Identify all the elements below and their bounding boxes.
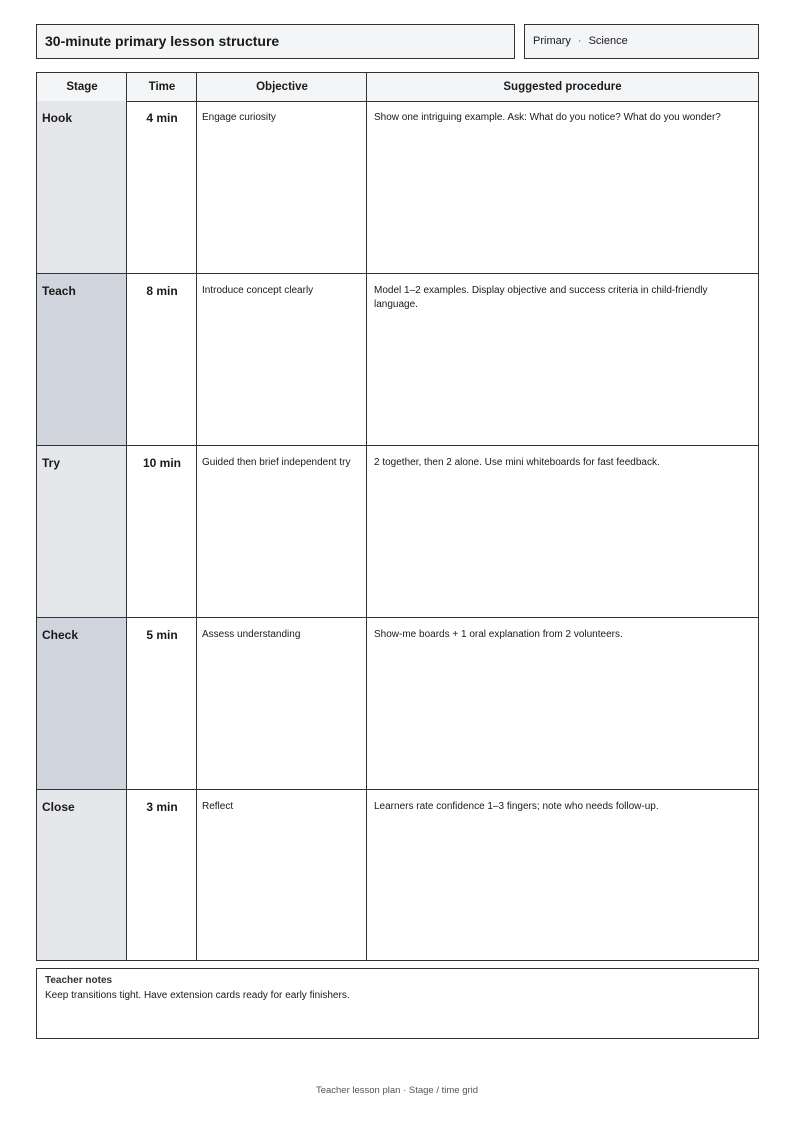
level-label: Primary — [533, 35, 571, 47]
procedure-cell: Learners rate confidence 1–3 fingers; note who needs follow-up. — [374, 801, 659, 812]
objective-cell: Engage curiosity — [202, 112, 276, 123]
table-row — [37, 101, 758, 273]
grid-header — [37, 73, 758, 102]
page-title: 30-minute primary lesson structure — [36, 24, 515, 59]
time-cell: 5 min — [146, 628, 178, 642]
stage-cell: Try — [37, 446, 127, 617]
table-row — [37, 617, 758, 789]
column-divider — [196, 73, 197, 960]
page-footer: Teacher lesson plan · Stage / time grid — [315, 1085, 479, 1096]
time-cell: 10 min — [142, 456, 181, 470]
procedure-cell: 2 together, then 2 alone. Use mini whiteboards for fast feedback. — [374, 457, 660, 468]
stage-cell: Check — [37, 618, 127, 789]
lesson-grid — [36, 72, 759, 961]
teacher-notes — [36, 968, 759, 1039]
time-cell: 8 min — [146, 284, 178, 298]
objective-cell: Introduce concept clearly — [202, 285, 314, 296]
time-cell: 3 min — [146, 800, 178, 814]
column-divider — [366, 73, 367, 960]
lesson-meta — [524, 24, 759, 59]
procedure-cell: Model 1–2 examples. Display objective and success criteria in child-friendly language. — [374, 285, 708, 310]
header-stage: Stage — [66, 81, 98, 93]
column-divider — [126, 73, 127, 960]
header-procedure: Suggested procedure — [503, 81, 622, 93]
stage-cell: Teach — [37, 274, 127, 445]
stage-cell: Hook — [37, 101, 127, 273]
meta-separator: · — [577, 35, 582, 47]
header-time: Time — [148, 81, 176, 93]
objective-cell: Reflect — [202, 801, 234, 812]
stage-cell: Close — [37, 790, 127, 960]
procedure-cell: Show-me boards + 1 oral explanation from 2 volunteers. — [374, 629, 623, 640]
objective-cell: Assess understanding — [202, 629, 301, 640]
table-row — [37, 273, 758, 445]
procedure-cell: Show one intriguing example. Ask: What do you notice? What do you wonder? — [374, 112, 721, 123]
table-row — [37, 789, 758, 960]
notes-text: Keep transitions tight. Have extension cards ready for early finishers. — [45, 990, 350, 1001]
objective-cell: Guided then brief independent try — [202, 457, 351, 468]
subject-label: Science — [588, 35, 628, 47]
time-cell: 4 min — [146, 111, 178, 125]
table-row — [37, 445, 758, 617]
notes-title: Teacher notes — [45, 975, 113, 986]
header-objective: Objective — [256, 81, 308, 93]
